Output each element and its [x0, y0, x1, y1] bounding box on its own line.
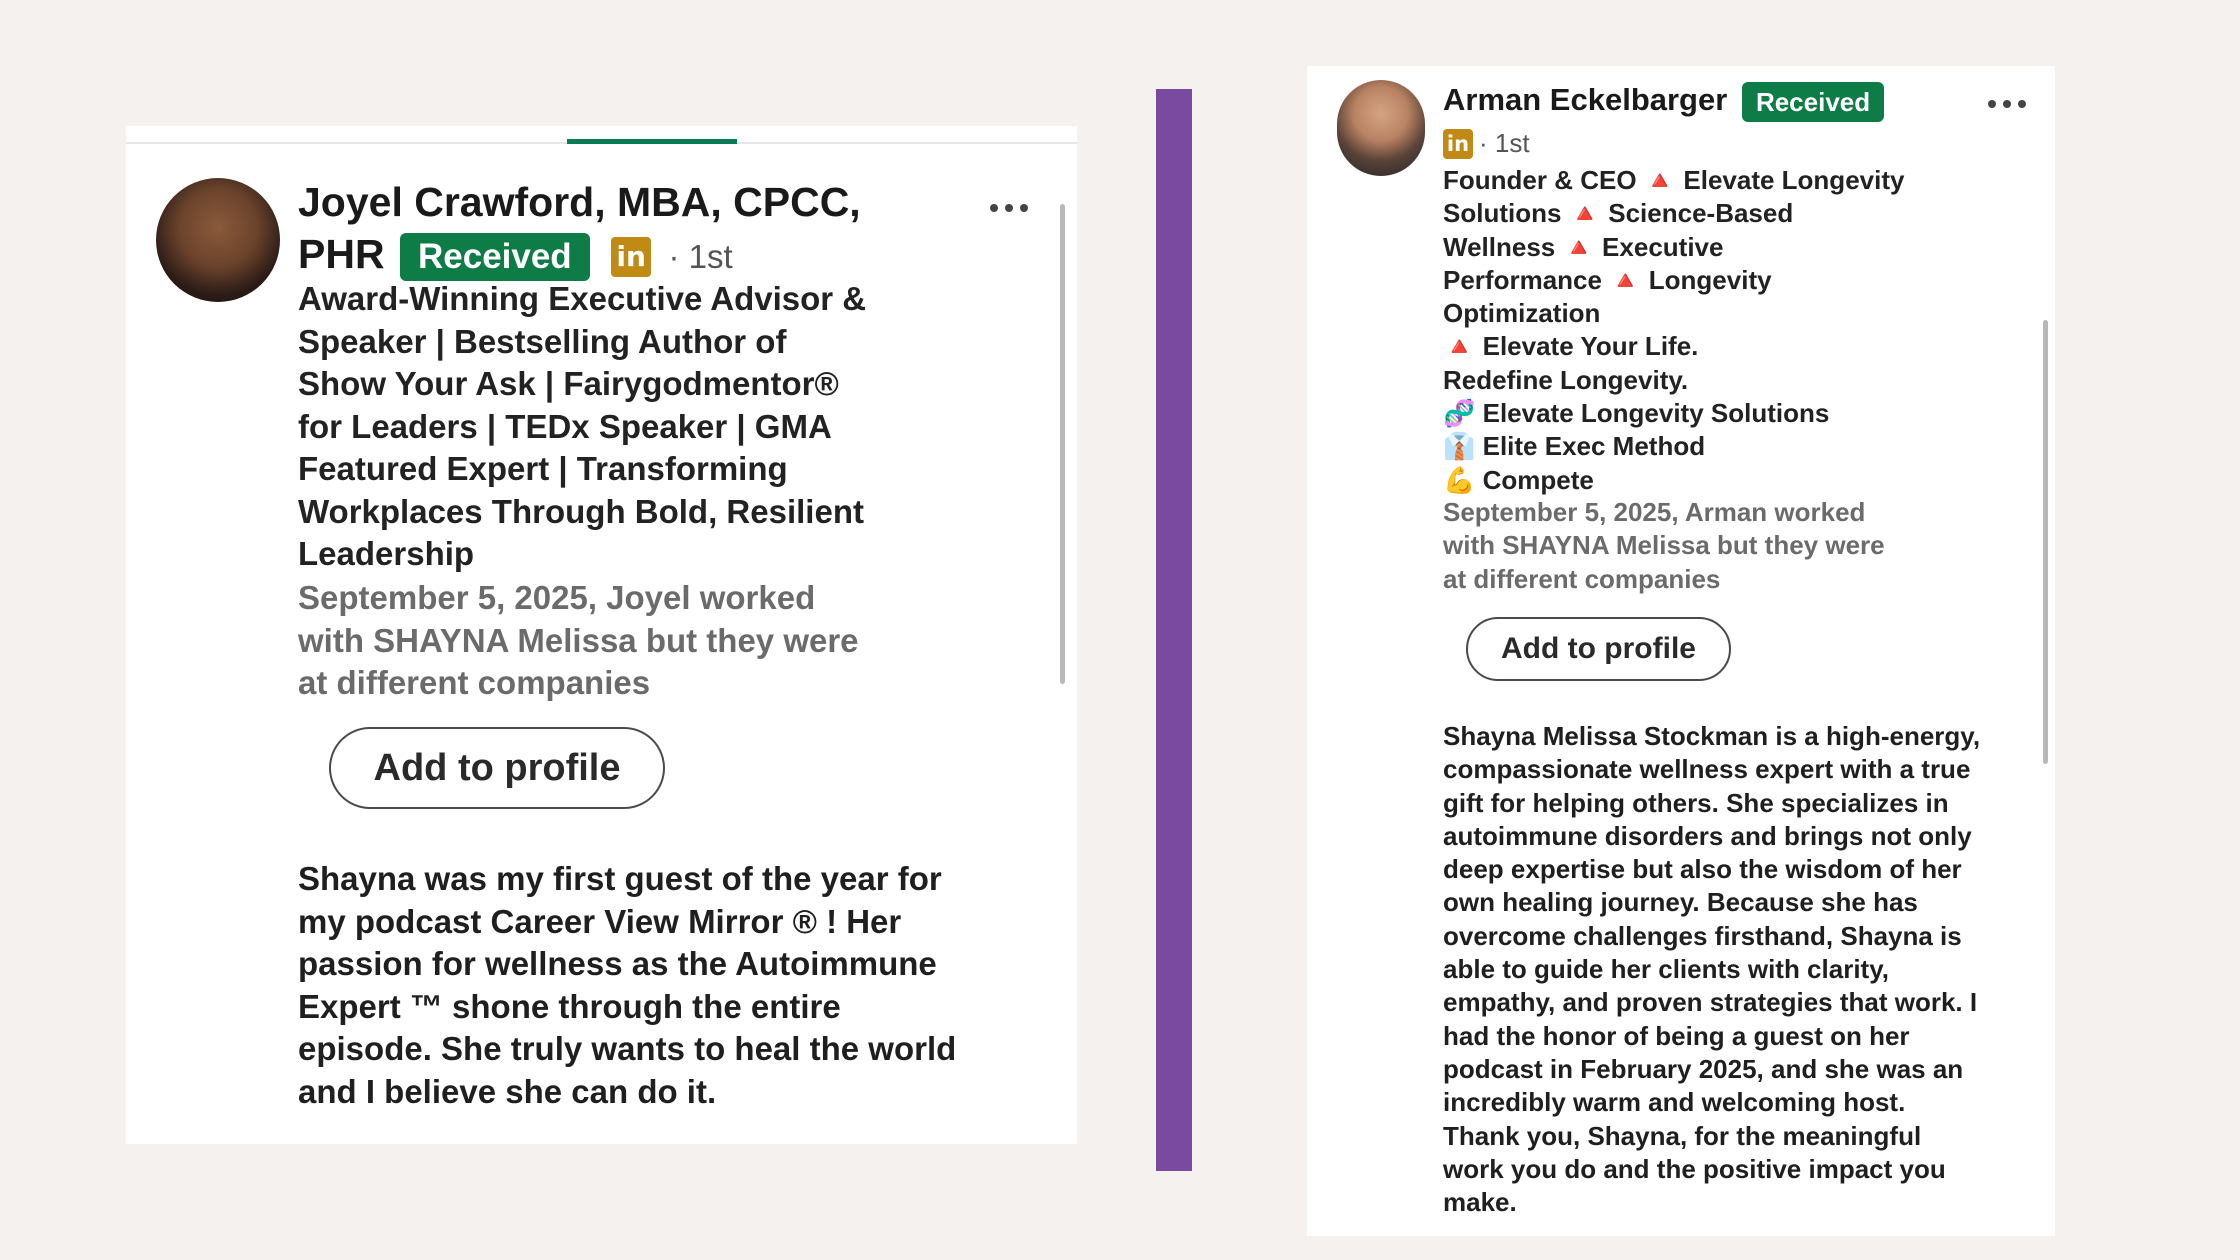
recommendation-card-joyel [126, 126, 1077, 1144]
recommendation-text: Shayna was my first guest of the year for my podcast Career View Mirror ® ! Her passion for wellness as the Autoimmune Expert ™ shone through the entire episode. She truly wants to heal the world and I believe she can do it. [298, 860, 957, 1110]
recommender-name-row [298, 176, 948, 283]
received-badge: Received [400, 233, 590, 281]
scrollbar[interactable] [2043, 320, 2048, 764]
recommendation-card-arman [1307, 66, 2055, 1236]
recommender-name[interactable]: Arman Eckelbarger [1443, 82, 1728, 117]
add-to-profile-button[interactable]: Add to profile [329, 727, 665, 809]
avatar[interactable] [1337, 80, 1425, 176]
recommender-name-row [1443, 80, 2003, 122]
linkedin-icon: in [1443, 129, 1473, 159]
add-to-profile-button[interactable]: Add to profile [1466, 617, 1731, 681]
more-options-icon[interactable] [1988, 100, 2026, 108]
section-divider [1156, 89, 1192, 1171]
received-badge: Received [1742, 82, 1884, 122]
avatar[interactable] [156, 178, 280, 302]
connection-degree: · 1st [668, 238, 733, 276]
linkedin-icon: in [611, 237, 651, 277]
active-tab-indicator[interactable] [567, 139, 737, 144]
recommender-headline: Award-Winning Executive Advisor & Speaker | Bestselling Author of Show Your Ask | Fairygodmentor® for Leaders | TEDx Speaker | GMA Featured Expert | Transforming Workplaces Through Bold, Resilient Leadership [298, 280, 867, 572]
recommender-name[interactable]: Joyel Crawford, MBA, CPCC, PHR [298, 179, 861, 277]
scrollbar[interactable] [1060, 204, 1065, 684]
connection-degree: · 1st [1479, 128, 1530, 158]
more-options-icon[interactable] [990, 204, 1028, 212]
connection-meta [1443, 128, 1530, 159]
recommendation-date: September 5, 2025, Joyel worked with SHAYNA Melissa but they were at different companies [298, 579, 859, 701]
recommender-headline: Founder & CEO 🔺 Elevate Longevity Solutions 🔺 Science-Based Wellness 🔺 Executive Performance 🔺 Longevity Optimization 🔺 Elevate Your Life. Redefine Longevity. 🧬 Elevate Longevity Solutions 👔 Elite Exec Method 💪 Compete [1443, 165, 1905, 495]
recommendation-date: September 5, 2025, Arman worked with SHAYNA Melissa but they were at different companies [1443, 497, 1885, 594]
recommendation-text: Shayna Melissa Stockman is a high-energy, compassionate wellness expert with a true gift for helping others. She specializes in autoimmune disorders and brings not only deep expertise but also the wisdom of her own healing journey. Because she has overcome challenges firsthand, Shayna is able to guide her clients with clarity, empathy, and proven strategies that work. I had the honor of being a guest on her podcast in February 2025, and she was an incredibly warm and welcoming host. Thank you, Shayna, for the meaningful work you do and the positive impact you make. [1443, 721, 1981, 1218]
